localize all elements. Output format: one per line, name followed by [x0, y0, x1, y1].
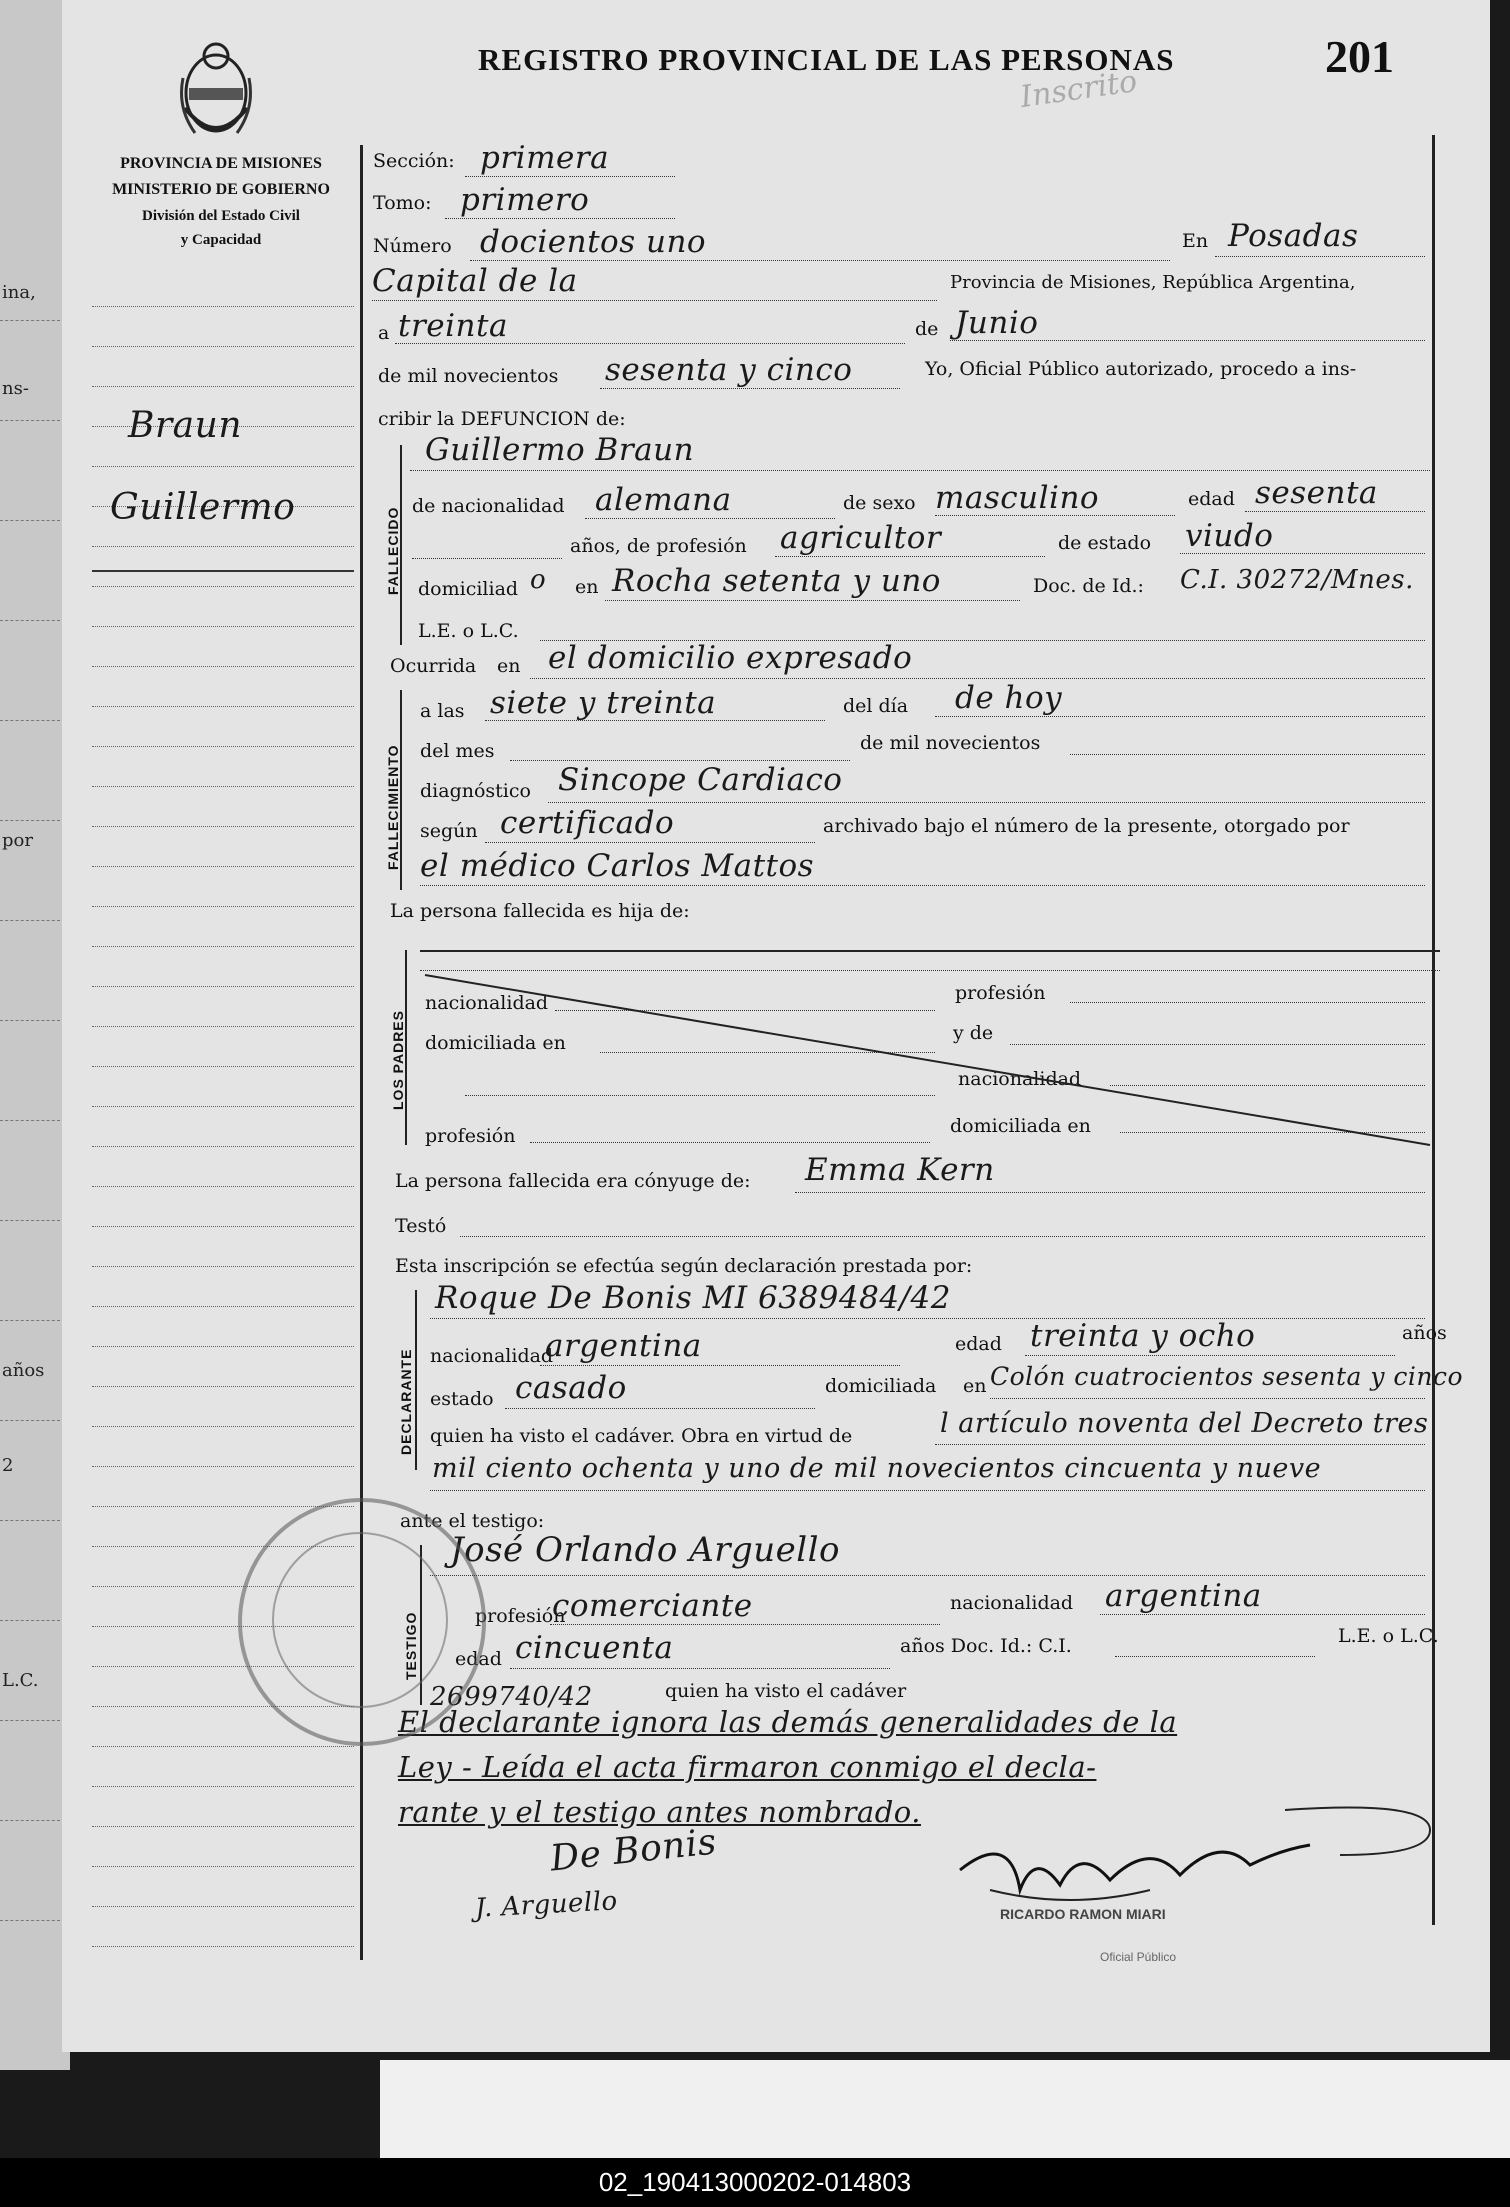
- division-line: División del Estado Civil: [142, 208, 300, 224]
- value-nacionalidad: alemana: [595, 482, 732, 518]
- label-ante-testigo: ante el testigo:: [400, 1510, 545, 1532]
- coat-of-arms-icon: [175, 38, 257, 143]
- value-en: Posadas: [1228, 218, 1359, 254]
- label-testo: Testó: [395, 1215, 447, 1237]
- value-mes: Junio: [955, 305, 1039, 341]
- index-given-name: Guillermo: [110, 487, 296, 528]
- label-anios: años: [1402, 1322, 1447, 1344]
- value-test-profesion: comerciante: [552, 1588, 753, 1624]
- value-del-dia: de hoy: [955, 680, 1063, 716]
- background-area: [380, 2060, 1510, 2160]
- label-declaracion: Esta inscripción se efectúa según declaración prestada por:: [395, 1255, 973, 1277]
- value-domiciliado-suffix: o: [530, 565, 547, 595]
- note-line-3: rante y el testigo antes nombrado.: [398, 1795, 921, 1829]
- label-test-edad: edad: [455, 1648, 502, 1670]
- label-quien-visto-2: quien ha visto el cadáver: [665, 1680, 907, 1702]
- value-diagnostico: Sincope Cardiaco: [558, 762, 843, 798]
- label-tomo: Tomo:: [373, 192, 432, 214]
- value-obra-2: mil ciento ochenta y uno de mil novecientos cincuenta y nueve: [432, 1453, 1322, 1484]
- value-seccion: primera: [480, 140, 610, 176]
- ministry-line: MINISTERIO DE GOBIERNO: [112, 181, 330, 198]
- label-oficial: Yo, Oficial Público autorizado, procedo a ins-: [925, 358, 1357, 380]
- cross-out-line: [420, 970, 1440, 1150]
- label-quien-ha-visto: quien ha visto el cadáver. Obra en virtud de: [430, 1425, 853, 1447]
- value-decl-estado: casado: [515, 1370, 627, 1406]
- value-obra-1: l artículo noventa del Decreto tres: [940, 1408, 1429, 1439]
- value-nombre: Guillermo Braun: [425, 432, 695, 468]
- label-madre-nacionalidad: nacionalidad: [958, 1068, 1082, 1090]
- document-title: REGISTRO PROVINCIAL DE LAS PERSONAS: [478, 42, 1175, 77]
- section-fallecido: FALLECIDO: [385, 506, 401, 595]
- label-test-le-lc: L.E. o L.C.: [1338, 1625, 1439, 1647]
- label-madre-domiciliada: domiciliada en: [950, 1115, 1091, 1137]
- label-le-lc: L.E. o L.C.: [418, 620, 519, 642]
- label-edad: edad: [1188, 488, 1235, 510]
- label-estado: de estado: [1058, 532, 1152, 554]
- province-line: PROVINCIA DE MISIONES: [120, 155, 322, 172]
- label-a: a: [378, 322, 390, 344]
- value-segun: certificado: [500, 805, 675, 841]
- value-ocurrida: el domicilio expresado: [548, 640, 913, 676]
- left-page-edge: [0, 0, 70, 2070]
- value-edad: sesenta: [1255, 475, 1378, 511]
- capacity-line: y Capacidad: [180, 232, 262, 248]
- label-de-mil-2: de mil novecientos: [860, 732, 1041, 754]
- value-test-edad: cincuenta: [515, 1630, 674, 1666]
- left-fragment: L.C.: [2, 1670, 39, 1691]
- label-de: de: [915, 318, 939, 340]
- label-test-profesion: profesión: [475, 1605, 566, 1627]
- label-doc-id: Doc. de Id.:: [1033, 575, 1144, 597]
- label-en-ocurrida: en: [497, 655, 521, 677]
- label-decl-nacionalidad: nacionalidad: [430, 1345, 554, 1367]
- section-padres: LOS PADRES: [390, 1010, 406, 1110]
- label-decl-edad: edad: [955, 1333, 1002, 1355]
- value-capital: Capital de la: [372, 263, 578, 299]
- label-decl-en: en: [963, 1375, 987, 1397]
- label-domiciliado: domiciliad: [418, 578, 519, 600]
- official-name-stamp: RICARDO RAMON MIARI: [1000, 1906, 1166, 1922]
- value-test-doc: 2699740/42: [430, 1682, 593, 1712]
- label-madre-profesion: profesión: [425, 1125, 516, 1147]
- section-testigo: TESTIGO: [403, 1611, 419, 1680]
- label-archivado: archivado bajo el número de la presente, otorgado por: [823, 815, 1350, 837]
- label-hija-de: La persona fallecida es hija de:: [390, 900, 690, 922]
- value-numero: docientos uno: [480, 224, 707, 260]
- official-title-stamp: Oficial Público: [1100, 1950, 1177, 1964]
- value-hora: siete y treinta: [490, 685, 717, 721]
- value-domicilio: Rocha setenta y uno: [612, 563, 941, 599]
- value-profesion: agricultor: [780, 520, 942, 556]
- label-seccion: Sección:: [373, 150, 455, 172]
- label-test-nacionalidad: nacionalidad: [950, 1592, 1074, 1614]
- official-seal: [238, 1498, 486, 1746]
- index-surname: Braun: [128, 405, 242, 446]
- label-test-doc: años Doc. Id.: C.I.: [900, 1635, 1072, 1657]
- label-en-domicilio: en: [575, 576, 599, 598]
- label-del-mes: del mes: [420, 740, 495, 762]
- act-number: 201: [1325, 31, 1394, 82]
- value-testigo: José Orlando Arguello: [450, 1530, 840, 1570]
- note-line-1: El declarante ignora las demás generalidades de la: [398, 1705, 1178, 1739]
- value-decl-nacionalidad: argentina: [545, 1328, 702, 1364]
- value-estado: viudo: [1185, 518, 1274, 554]
- label-diagnostico: diagnóstico: [420, 780, 531, 802]
- label-padre-domiciliada: domiciliada en: [425, 1032, 566, 1054]
- value-test-nacionalidad: argentina: [1105, 1578, 1262, 1614]
- label-a-las: a las: [420, 700, 465, 722]
- section-declarante: DECLARANTE: [398, 1348, 414, 1455]
- value-conyuge: Emma Kern: [805, 1152, 995, 1188]
- value-decl-edad: treinta y ocho: [1030, 1318, 1256, 1354]
- label-numero: Número: [373, 235, 452, 257]
- label-ocurrida: Ocurrida: [390, 655, 477, 677]
- left-fragment: por: [2, 830, 33, 851]
- left-fragment: años: [2, 1360, 45, 1381]
- label-conyuge: La persona fallecida era cónyuge de:: [395, 1170, 751, 1192]
- value-sexo: masculino: [935, 480, 1100, 516]
- label-decl-domiciliada: domiciliada: [825, 1375, 937, 1397]
- signature-testigo: J. Arguello: [474, 1886, 619, 1924]
- note-line-2: Ley - Leída el acta firmaron conmigo el decla-: [398, 1750, 1097, 1784]
- left-fragment: 2: [2, 1455, 14, 1476]
- label-padre-nacionalidad: nacionalidad: [425, 992, 549, 1014]
- label-de-mil: de mil novecientos: [378, 365, 559, 387]
- value-medico: el médico Carlos Mattos: [420, 848, 815, 884]
- value-declarante: Roque De Bonis MI 6389484/42: [435, 1280, 951, 1316]
- left-fragment: ns-: [2, 378, 29, 399]
- faint-annotation: Inscrito: [1018, 63, 1140, 116]
- label-provincia: Provincia de Misiones, República Argentina,: [950, 272, 1356, 293]
- signature-declarante: De Bonis: [548, 1821, 719, 1880]
- label-del-dia: del día: [843, 695, 909, 717]
- value-doc: C.I. 30272/Mnes.: [1180, 565, 1414, 595]
- image-filename-bar: 02_190413000202-014803: [0, 2158, 1510, 2207]
- label-y-de: y de: [953, 1022, 994, 1044]
- label-anios-profesion: años, de profesión: [570, 535, 747, 557]
- label-decl-estado: estado: [430, 1388, 494, 1410]
- section-fallecimiento: FALLECIMIENTO: [385, 744, 401, 870]
- label-inscribir: cribir la DEFUNCION de:: [378, 408, 626, 430]
- left-fragment: ina,: [2, 282, 36, 303]
- label-padre-profesion: profesión: [955, 982, 1046, 1004]
- value-decl-domicilio: Colón cuatrocientos sesenta y cinco: [990, 1362, 1464, 1391]
- value-dia: treinta: [398, 308, 508, 344]
- label-de-nacionalidad: de nacionalidad: [412, 495, 565, 517]
- value-tomo: primero: [460, 182, 590, 218]
- label-segun: según: [420, 820, 478, 842]
- value-anio: sesenta y cinco: [605, 352, 853, 388]
- label-sexo: de sexo: [843, 492, 916, 514]
- label-en: En: [1182, 230, 1209, 252]
